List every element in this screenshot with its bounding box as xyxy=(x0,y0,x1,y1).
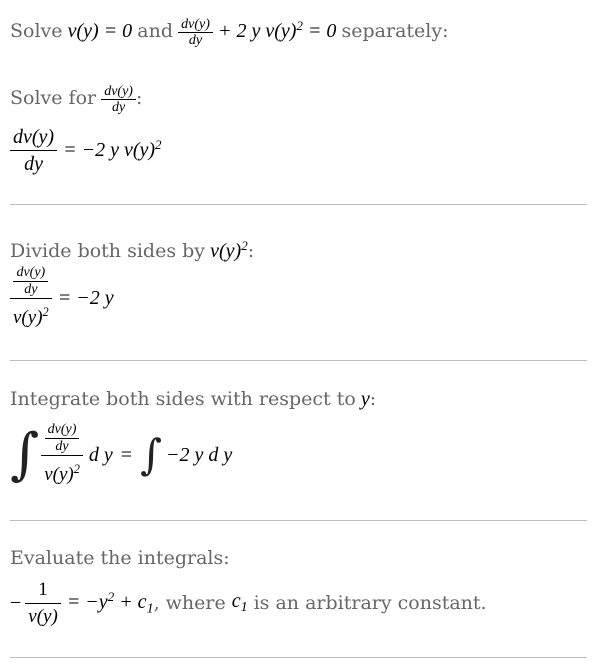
divider xyxy=(10,520,587,521)
step2-label-fraction xyxy=(101,84,136,115)
fraction-denominator: v(y) xyxy=(28,605,58,627)
step3-compound-fraction xyxy=(10,265,52,331)
step5-tail: is an arbitrary constant. xyxy=(253,592,487,614)
step1-suffix: separately: xyxy=(341,20,449,43)
fraction-denominator: dy xyxy=(111,100,126,115)
step1-and: and xyxy=(137,20,174,43)
step-solve-for-derivative xyxy=(10,80,588,178)
step5-rhs-mid: + c xyxy=(119,590,147,613)
step-evaluate-integrals xyxy=(10,543,588,633)
step5-where: , where xyxy=(153,592,226,614)
step-integrate-both-sides xyxy=(10,384,588,492)
step1-derivative-fraction xyxy=(178,17,213,48)
fraction-denominator: dy xyxy=(188,33,203,49)
step5-constant-subscript: 1 xyxy=(240,600,248,616)
fraction-denominator xyxy=(41,456,83,488)
step4-var: y xyxy=(360,388,370,410)
step4-dy: d y xyxy=(88,443,113,466)
fraction-denominator xyxy=(10,299,52,331)
step1-prefix: Solve xyxy=(10,20,63,43)
divider xyxy=(10,657,587,658)
inner-denominator: dy xyxy=(24,282,38,298)
step2-rhs-text: = −2 y v(y) xyxy=(63,139,156,162)
step5-rhs-text: = −y xyxy=(66,590,108,613)
step5-label: Evaluate the integrals: xyxy=(10,547,230,569)
inner-denominator: dy xyxy=(55,439,69,455)
step4-label: Integrate both sides with respect to xyxy=(10,388,356,410)
outer-denominator-text: v(y) xyxy=(44,463,74,485)
fraction-numerator: 1 xyxy=(25,577,61,604)
fraction-numerator: dv(y) xyxy=(101,84,136,100)
step5-fraction xyxy=(25,577,61,630)
step5-constant xyxy=(232,590,248,616)
step5-rhs xyxy=(67,589,154,617)
step4-compound-fraction xyxy=(41,422,83,488)
outer-denominator-exponent: 2 xyxy=(73,462,80,477)
fraction-numerator xyxy=(10,265,52,299)
step2-label: Solve for xyxy=(10,87,97,109)
step3-label-expr xyxy=(210,240,248,262)
step3-label-expr-text: v(y) xyxy=(210,240,242,263)
step5-constant-text: c xyxy=(231,589,241,612)
step2-rhs xyxy=(63,137,161,162)
divider xyxy=(10,360,587,361)
outer-denominator-exponent: 2 xyxy=(42,305,49,320)
step4-colon: : xyxy=(369,388,377,410)
inner-fraction xyxy=(45,422,80,455)
step3-colon: : xyxy=(247,240,255,263)
step1-rest-exponent: 2 xyxy=(296,18,303,33)
inner-fraction xyxy=(13,265,48,298)
step3-label-exponent: 2 xyxy=(241,238,248,253)
step4-equals: = xyxy=(120,443,133,466)
step1-rest xyxy=(218,20,336,42)
fraction-numerator xyxy=(41,422,83,456)
step4-rhs: −2 y d y xyxy=(165,443,233,466)
integral-sign: ∫ xyxy=(140,430,162,479)
fraction-numerator: dv(y) xyxy=(10,124,57,151)
step-solve-separately xyxy=(10,8,588,49)
step2-rhs-exponent: 2 xyxy=(155,137,162,153)
step3-rhs: = −2 y xyxy=(57,286,114,309)
step1-rest-tail: = 0 xyxy=(307,20,337,43)
step1-eq1: v(y) = 0 xyxy=(67,20,133,43)
step5-minus: − xyxy=(10,591,22,614)
fraction-numerator: dv(y) xyxy=(178,17,213,33)
step2-lhs-fraction xyxy=(10,124,57,177)
step1-rest-text: + 2 y v(y) xyxy=(217,20,297,43)
divider xyxy=(10,204,587,205)
step2-colon: : xyxy=(135,87,143,109)
integral-sign: ∫ xyxy=(10,422,40,487)
inner-numerator: dv(y) xyxy=(45,422,80,439)
fraction-denominator: dy xyxy=(24,152,43,175)
step-divide-both-sides xyxy=(10,230,588,332)
inner-numerator: dv(y) xyxy=(13,265,48,282)
step5-rhs-subscript: 1 xyxy=(146,601,154,617)
step5-rhs-exponent: 2 xyxy=(107,588,115,604)
outer-denominator-text: v(y) xyxy=(13,306,43,328)
step3-label: Divide both sides by xyxy=(10,240,206,263)
